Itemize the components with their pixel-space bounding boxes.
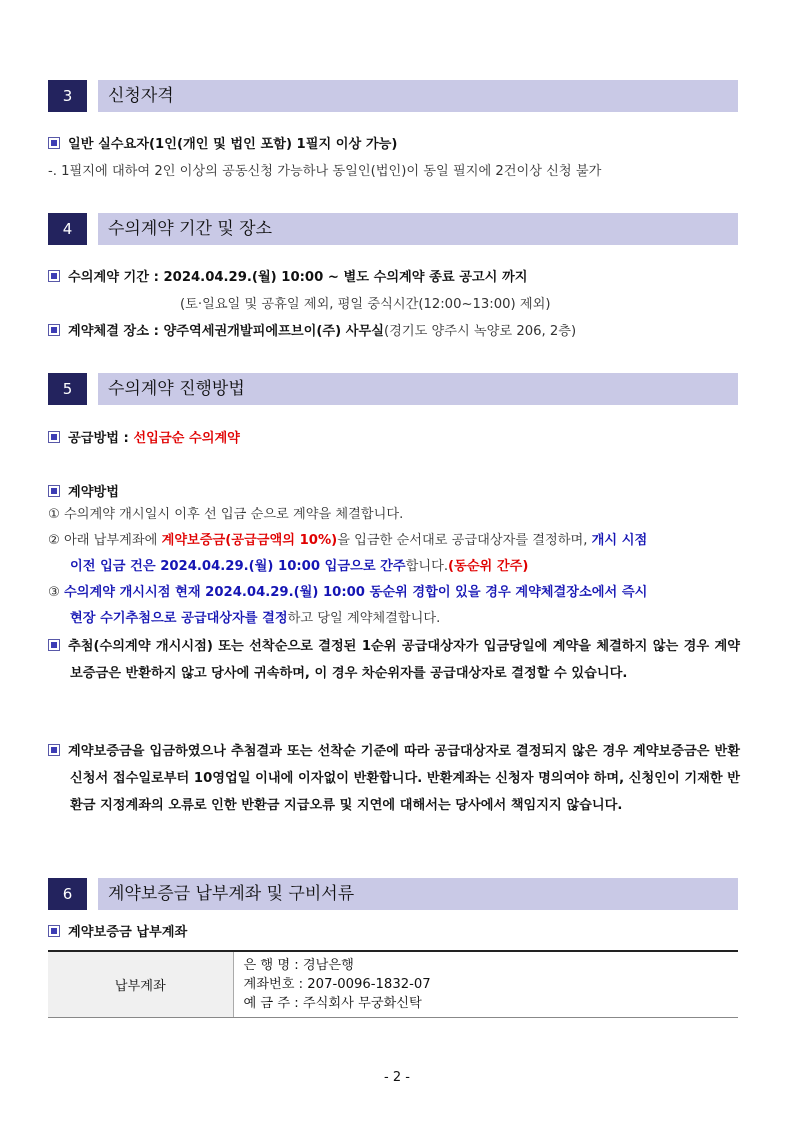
- table-row: [48, 951, 738, 1018]
- method-item-1: ① 수의계약 개시일시 이후 선 입금 순으로 계약을 체결합니다.: [48, 507, 404, 522]
- section-title: 신청자격: [98, 80, 738, 112]
- account-info-cell: [233, 951, 738, 1018]
- method-item-2-text: 을 입금한 순서대로 공급대상자를 결정하며,: [337, 533, 592, 548]
- section-6-header: [48, 878, 738, 910]
- account-label-cell: 납부계좌: [48, 951, 233, 1018]
- section-5-header: [48, 373, 738, 405]
- account-table: [48, 950, 738, 1018]
- tie-highlight: 수의계약 개시시점 현재 2024.04.29.(월) 10:00 동순위 경합이 있을 경우 계약체결장소에서 즉시: [64, 585, 648, 600]
- supply-method-value: 선입금순 수의계약: [133, 431, 240, 446]
- square-bullet-icon: [48, 431, 60, 443]
- section-number: 4: [48, 213, 87, 245]
- method-item-3-cont: [48, 606, 740, 632]
- account-title: [48, 921, 187, 940]
- square-bullet-icon: [48, 744, 60, 756]
- method-item-3-text: 하고 당일 계약체결합니다.: [287, 611, 441, 626]
- lottery-note-text: 추첨(수의계약 개시시점) 또는 선착순으로 결정된 1순위 공급대상자가 입금당일에 계약을 체결하지 않는 경우 계약보증금은 반환하지 않고 당사에 귀속하며, 이 경우 차순위자를 공급대상자로 결정할 수 있습니다.: [68, 639, 740, 681]
- page-number: - 2 -: [384, 1070, 410, 1085]
- contract-method-list: [48, 502, 740, 632]
- square-bullet-icon: [48, 137, 60, 149]
- account-holder: 예 금 주 : 주식회사 무궁화신탁: [243, 996, 422, 1011]
- contract-place-address: (경기도 양주시 녹양로 206, 2층): [383, 324, 577, 339]
- same-rank-highlight: (동순위 간주): [448, 559, 529, 574]
- eligibility-bullet: [48, 133, 397, 152]
- section-4-header: [48, 213, 738, 245]
- method-item-3: [48, 580, 740, 606]
- section-number: 3: [48, 80, 87, 112]
- section-number: 5: [48, 373, 87, 405]
- account-title-text: 계약보증금 납부계좌: [68, 925, 188, 940]
- eligibility-text: 일반 실수요자(1인(개인 및 법인 포함) 1필지 이상 가능): [68, 137, 398, 152]
- square-bullet-icon: [48, 639, 60, 651]
- prior-deposit-highlight: 이전 입금 건은 2024.04.29.(월) 10:00 입금으로 간주: [70, 559, 406, 574]
- square-bullet-icon: [48, 270, 60, 282]
- method-item-2-cont: [48, 554, 740, 580]
- method-item-2-text: ② 아래 납부계좌에: [48, 533, 162, 548]
- section-title: 수의계약 기간 및 장소: [98, 213, 738, 245]
- start-time-highlight: 개시 시점: [591, 533, 648, 548]
- deposit-highlight: 계약보증금(공급금액의 10%): [161, 533, 338, 548]
- eligibility-note: -. 1필지에 대하여 2인 이상의 공동신청 가능하나 동일인(법인)이 동일 필지에 2건이상 신청 불가: [48, 164, 602, 179]
- contract-method-label: 계약방법: [68, 485, 119, 500]
- lottery-highlight: 현장 수기추첨으로 공급대상자를 결정: [70, 611, 288, 626]
- method-item-3-text: ③: [48, 585, 65, 600]
- square-bullet-icon: [48, 485, 60, 497]
- supply-method: [48, 427, 240, 446]
- section-3-header: [48, 80, 738, 112]
- section-title: 계약보증금 납부계좌 및 구비서류: [98, 878, 738, 910]
- method-item-2-text: 합니다.: [405, 559, 449, 574]
- section-title: 수의계약 진행방법: [98, 373, 738, 405]
- lottery-note: [48, 633, 740, 687]
- square-bullet-icon: [48, 925, 60, 937]
- section-number: 6: [48, 878, 87, 910]
- square-bullet-icon: [48, 324, 60, 336]
- method-item-2: [48, 528, 740, 554]
- contract-period-note: (토·일요일 및 공휴일 제외, 평일 중식시간(12:00~13:00) 제외): [180, 297, 551, 312]
- account-number: 계좌번호 : 207-0096-1832-07: [243, 977, 431, 992]
- contract-place: [48, 320, 576, 339]
- contract-place-text: 계약체결 장소 : 양주역세권개발피에프브이(주) 사무실: [68, 324, 384, 339]
- contract-period: [48, 266, 527, 285]
- contract-method-title: [48, 481, 119, 500]
- refund-note-text: 계약보증금을 입금하였으나 추첨결과 또는 선착순 기준에 따라 공급대상자로 결정되지 않은 경우 계약보증금은 반환신청서 접수일로부터 10영업일 이내에 이자없이 반환합니다. 반환계좌는 신청자 명의여야 하며, 신청인이 기재한 반환금 지정계좌의 오류로 인한 반환금 지급오류 및 지연에 대해서는 당사에서 책임지지 않습니다.: [68, 744, 740, 813]
- contract-period-text: 수의계약 기간 : 2024.04.29.(월) 10:00 ~ 별도 수의계약 종료 공고시 까지: [68, 270, 528, 285]
- supply-method-label: 공급방법 :: [68, 431, 134, 446]
- refund-note: [48, 738, 740, 819]
- bank-name: 은 행 명 : 경남은행: [243, 958, 354, 973]
